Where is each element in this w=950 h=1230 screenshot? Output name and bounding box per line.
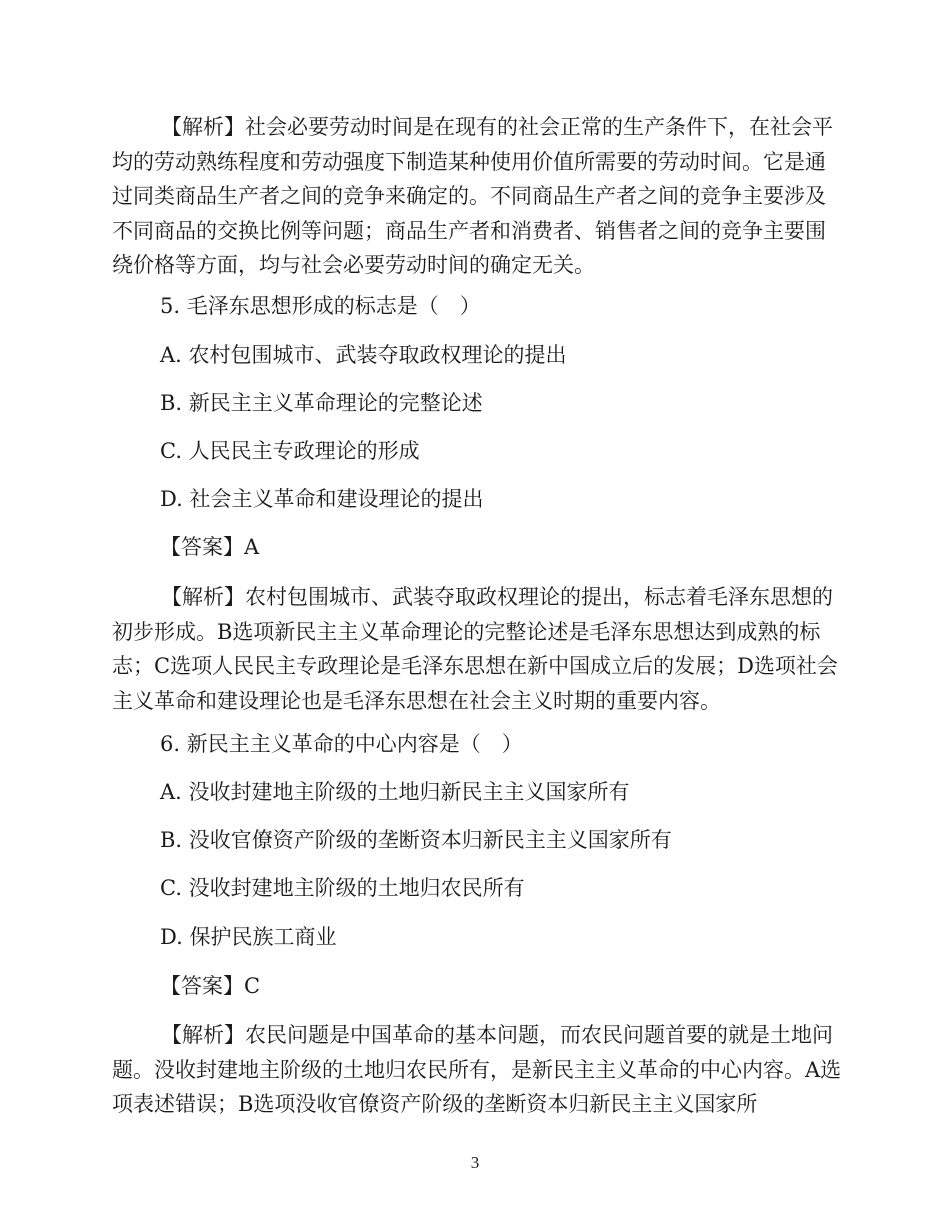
q6-option-c: C. 没收封建地主阶级的土地归农民所有 — [160, 876, 525, 900]
q6-option-d: D. 保护民族工商业 — [160, 925, 337, 949]
q5-option-d: D. 社会主义革命和建设理论的提出 — [160, 487, 484, 511]
q5-option-c: C. 人民民主专政理论的形成 — [160, 439, 420, 463]
q5-option-a: A. 农村包围城市、武装夺取政权理论的提出 — [160, 343, 567, 367]
q5-option-b: B. 新民主主义革命理论的完整论述 — [160, 391, 483, 415]
q6-explanation: 【解析】农民问题是中国革命的基本问题，而农民问题首要的就是土地问题。没收封建地主阶级的土地归农民所有，是新民主主义革命的中心内容。A选项表述错误；B选项没收官僚资产阶级的垄断资本归新民主主义国家所 — [112, 1023, 842, 1117]
q6-answer: 【答案】C — [160, 974, 261, 998]
question-5: 5. 毛泽东思想形成的标志是（ ） — [160, 294, 481, 318]
q5-answer: 【答案】A — [160, 535, 260, 559]
q6-option-b: B. 没收官僚资产阶级的垄断资本归新民主主义国家所有 — [160, 828, 672, 852]
explanation-paragraph-q4: 【解析】社会必要劳动时间是在现有的社会正常的生产条件下，在社会平均的劳动熟练程度和劳动强度下制造某种使用价值所需要的劳动时间。它是通过同类商品生产者之间的竞争来确定的。不同商品生产者之间的竞争主要涉及不同商品的交换比例等问题；商品生产者和消费者、销售者之间的竞争主要围绕价格等方面，均与社会必要劳动时间的确定无关。 — [112, 115, 833, 278]
q5-explanation: 【解析】农村包围城市、武装夺取政权理论的提出，标志着毛泽东思想的初步形成。B选项新民主主义革命理论的完整论述是毛泽东思想达到成熟的标志；C选项人民民主专政理论是毛泽东思想在新中国成立后的发展；D选项社会主义革命和建设理论也是毛泽东思想在社会主义时期的重要内容。 — [112, 585, 838, 713]
page-number: 3 — [470, 1153, 480, 1172]
question-6: 6. 新民主主义革命的中心内容是（ ） — [160, 732, 523, 756]
q6-option-a: A. 没收封建地主阶级的土地归新民主主义国家所有 — [160, 780, 630, 804]
